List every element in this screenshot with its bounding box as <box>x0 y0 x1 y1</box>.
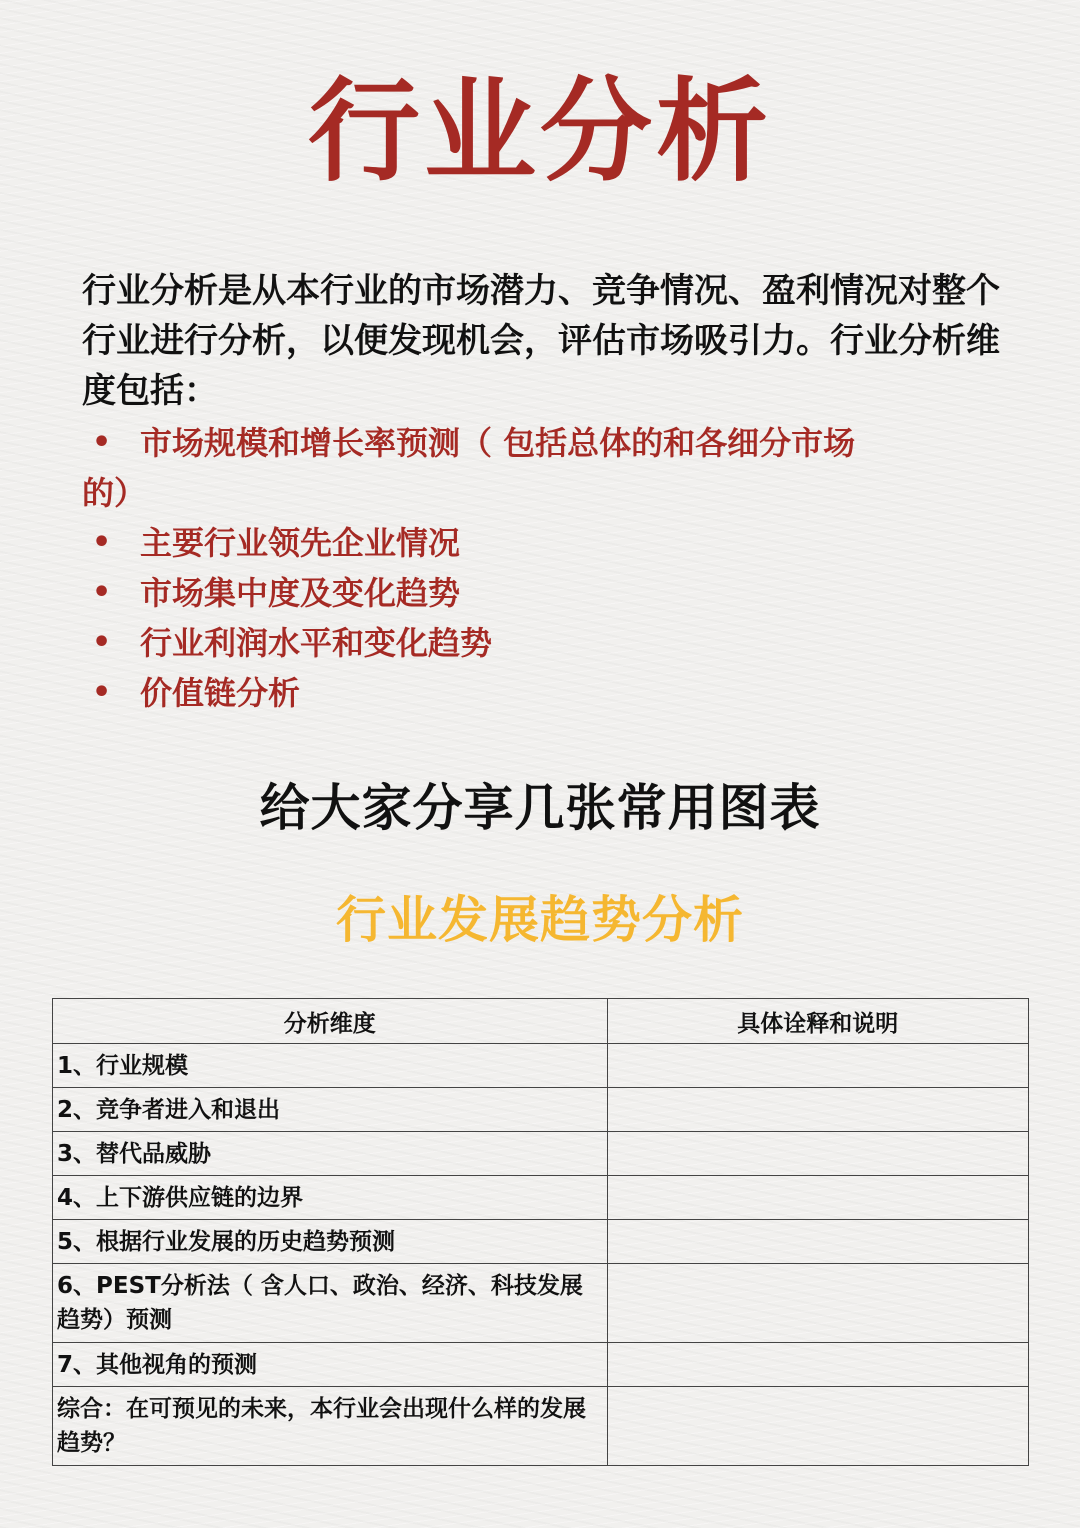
section-heading: 行业发展趋势分析 <box>336 891 744 949</box>
explanation-cell <box>607 1176 1029 1220</box>
dimension-cell: 3、替代品威胁 <box>53 1132 608 1176</box>
table-row <box>53 1264 1029 1343</box>
table-row <box>53 1088 1029 1132</box>
dimension-cell: 2、竞争者进入和退出 <box>53 1088 608 1132</box>
list-item <box>82 518 982 568</box>
list-item <box>82 568 982 618</box>
dimension-list <box>82 418 982 718</box>
bullet-icon: • <box>92 425 112 460</box>
list-item-continuation <box>82 468 982 518</box>
bullet-icon: • <box>92 675 112 710</box>
bullet-icon: • <box>92 625 112 660</box>
list-item-label: 的） <box>82 474 147 512</box>
bullet-icon: • <box>92 575 112 610</box>
list-item <box>82 418 982 468</box>
table-row <box>53 1044 1029 1088</box>
column-header-dimension: 分析维度 <box>53 999 608 1044</box>
list-item-label: 行业利润水平和变化趋势 <box>140 624 493 662</box>
table-row <box>53 1132 1029 1176</box>
explanation-cell <box>607 1044 1029 1088</box>
intro-paragraph: 行业分析是从本行业的市场潜力、竞争情况、盈利情况对整个行业进行分析，以便发现机会，评估市场吸引力。行业分析维度包括： <box>82 271 1000 411</box>
bullet-icon: • <box>92 525 112 560</box>
list-item <box>82 618 982 668</box>
trend-analysis-table <box>52 998 1029 1466</box>
list-item-label: 市场规模和增长率预测（ 包括总体的和各细分市场 <box>140 424 856 462</box>
explanation-cell <box>607 1264 1029 1343</box>
column-header-explanation: 具体诠释和说明 <box>607 999 1029 1044</box>
share-heading: 给大家分享几张常用图表 <box>259 779 821 837</box>
page-title: 行业分析 <box>308 67 772 197</box>
table-row <box>53 1387 1029 1466</box>
table-row <box>53 1343 1029 1387</box>
dimension-cell: 4、上下游供应链的边界 <box>53 1176 608 1220</box>
list-item-label: 主要行业领先企业情况 <box>140 524 461 562</box>
dimension-cell: 7、其他视角的预测 <box>53 1343 608 1387</box>
table-row <box>53 1176 1029 1220</box>
dimension-cell: 1、行业规模 <box>53 1044 608 1088</box>
explanation-cell <box>607 1387 1029 1466</box>
table-row <box>53 1220 1029 1264</box>
list-item-label: 市场集中度及变化趋势 <box>140 574 461 612</box>
explanation-cell <box>607 1132 1029 1176</box>
explanation-cell <box>607 1343 1029 1387</box>
dimension-cell: 综合：在可预见的未来，本行业会出现什么样的发展趋势？ <box>53 1387 608 1466</box>
explanation-cell <box>607 1220 1029 1264</box>
explanation-cell <box>607 1088 1029 1132</box>
list-item <box>82 668 982 718</box>
dimension-cell: 5、根据行业发展的历史趋势预测 <box>53 1220 608 1264</box>
list-item-label: 价值链分析 <box>140 674 301 712</box>
dimension-cell: 6、PEST分析法（ 含人口、政治、经济、科技发展趋势）预测 <box>53 1264 608 1343</box>
table-header-row <box>53 999 1029 1044</box>
